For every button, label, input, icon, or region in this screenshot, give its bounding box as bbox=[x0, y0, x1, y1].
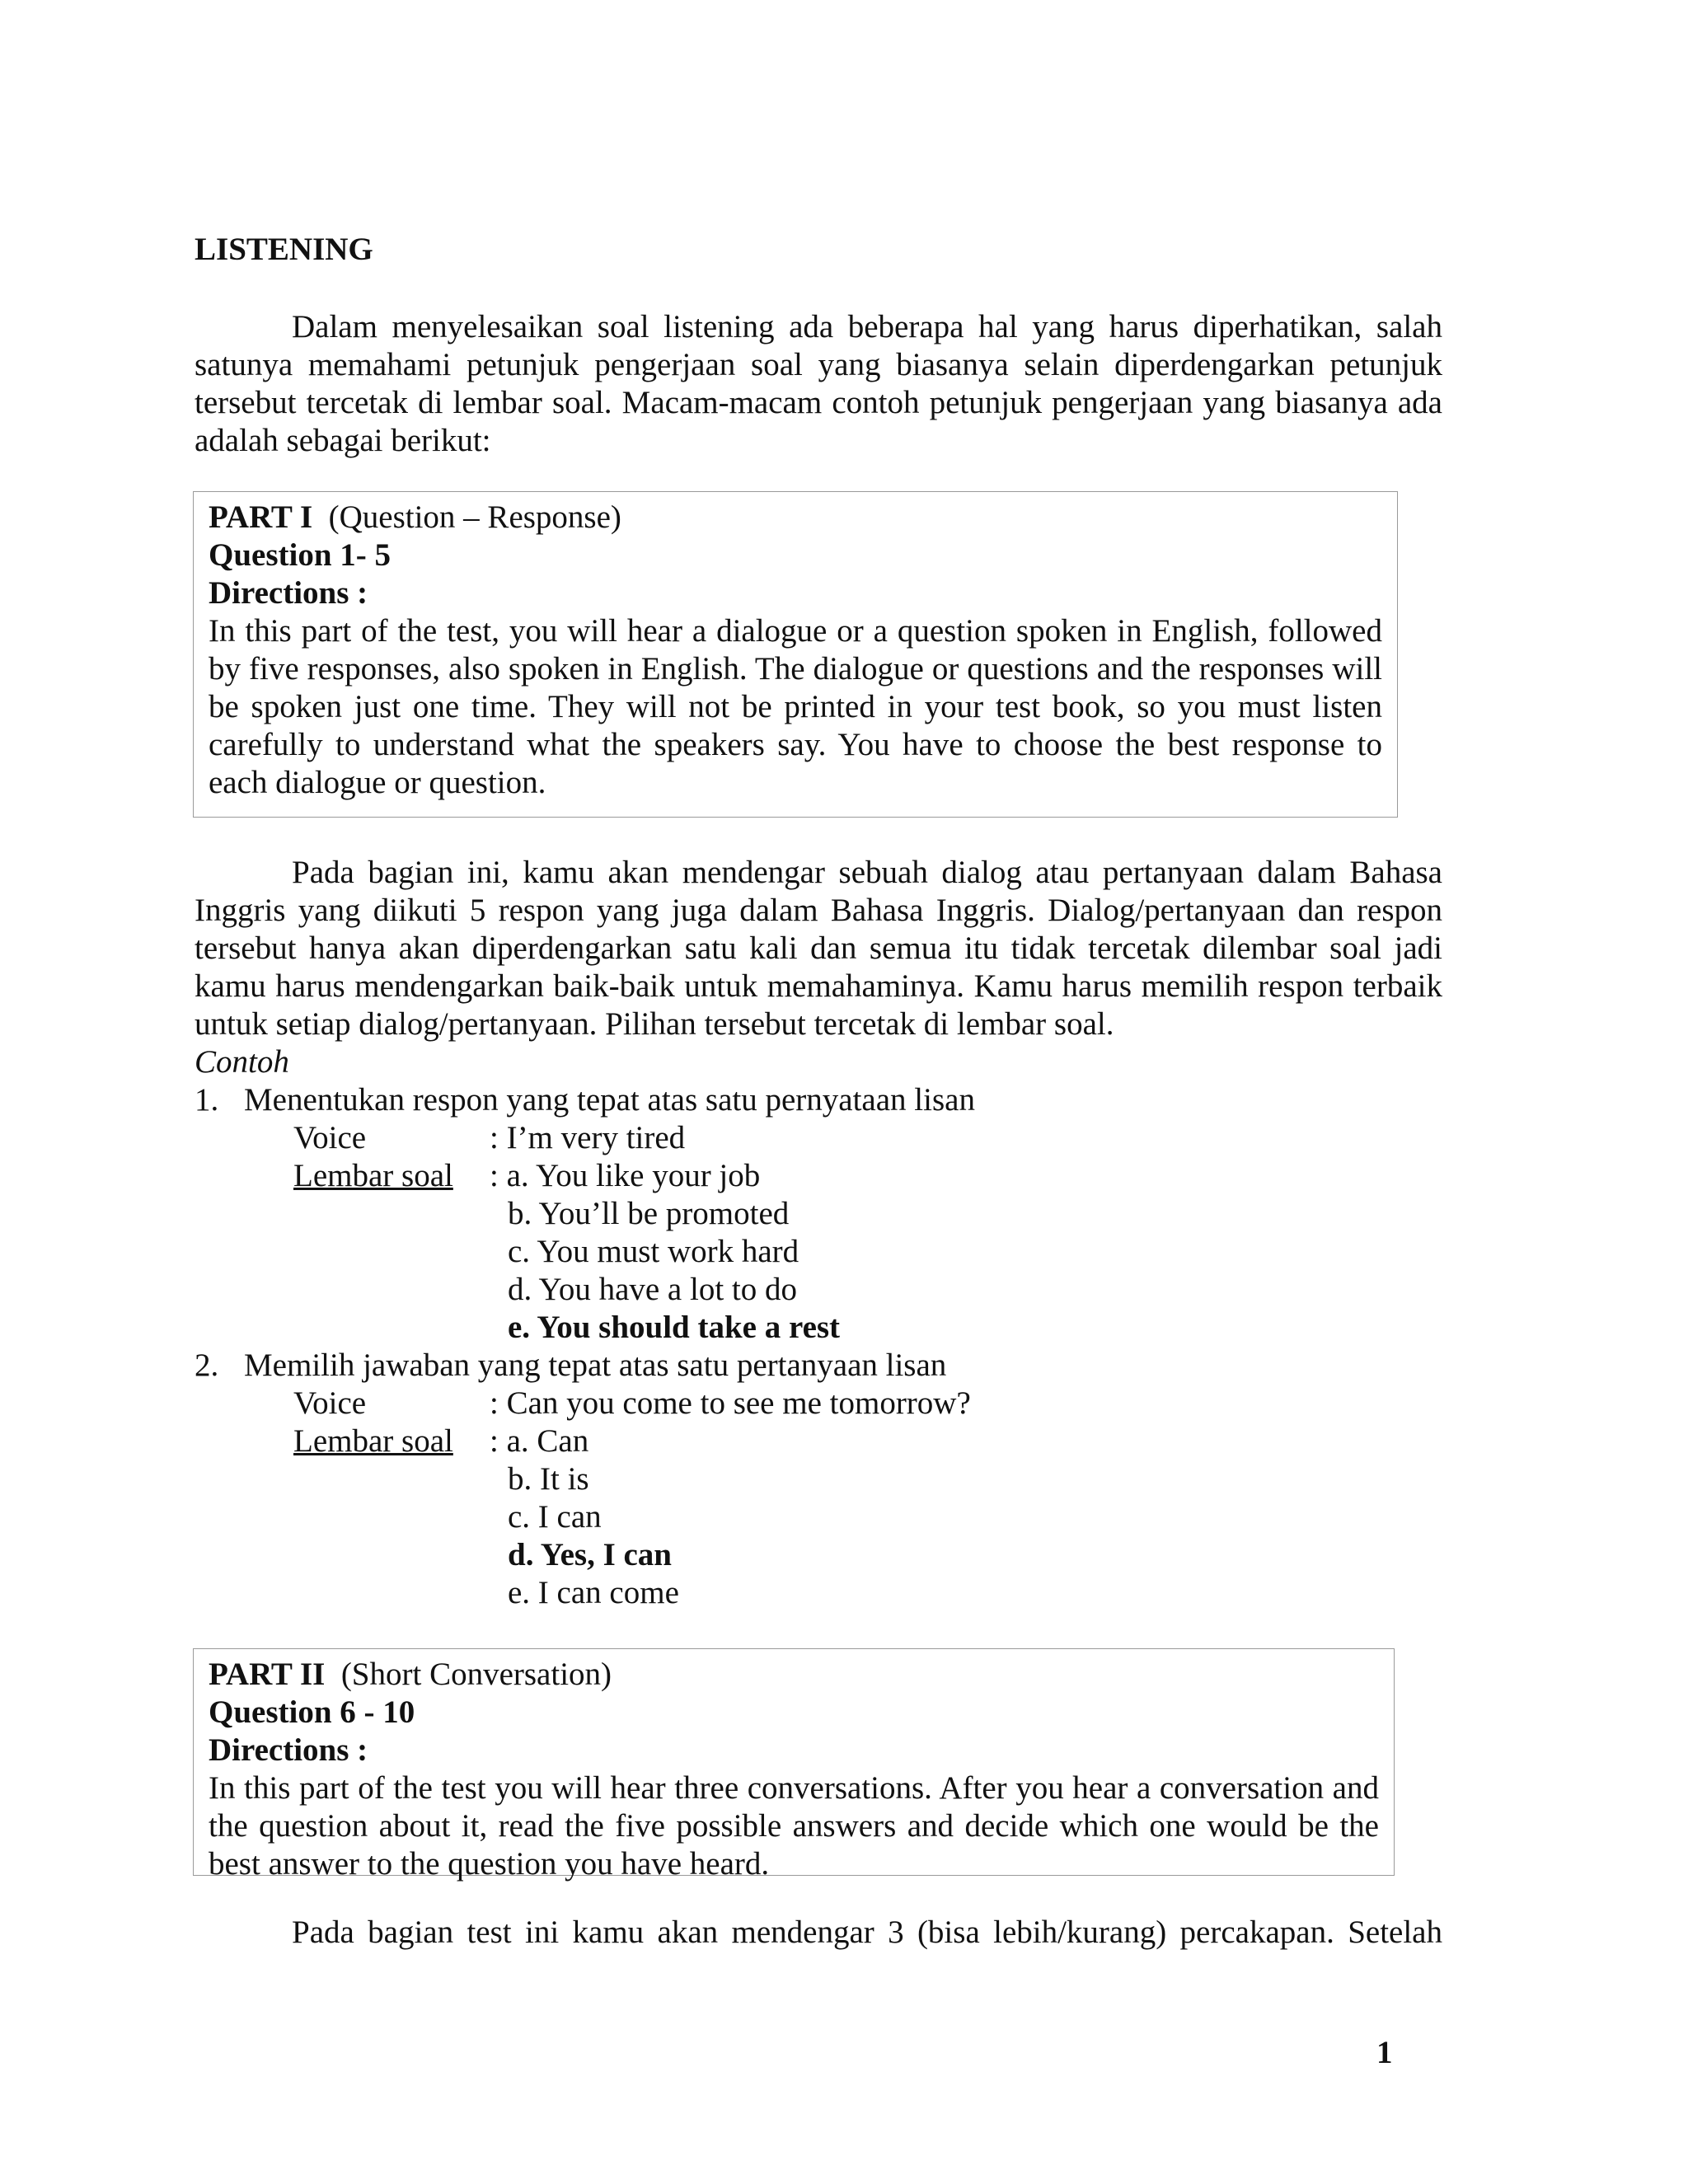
example-1-sheet-label: Lembar soal bbox=[293, 1158, 453, 1193]
part2-directions-box bbox=[193, 1648, 1395, 1882]
example-2-option-c: c. I can bbox=[508, 1499, 602, 1535]
part1-title-line bbox=[209, 499, 1382, 537]
part2-directions-label: Directions : bbox=[209, 1732, 368, 1768]
part1-title: PART I bbox=[209, 499, 313, 535]
example-1-voice-label: Voice bbox=[293, 1120, 367, 1155]
part1-directions-box bbox=[193, 491, 1398, 818]
example-2-voice-label: Voice bbox=[293, 1385, 367, 1421]
example-2-option-d-correct: d. Yes, I can bbox=[508, 1537, 672, 1572]
example-1-option-c: c. You must work hard bbox=[508, 1234, 799, 1269]
example-2-option-a: : a. Can bbox=[490, 1423, 589, 1459]
example-1-option-a: : a. You like your job bbox=[490, 1158, 761, 1193]
intro-paragraph: Dalam menyelesaikan soal listening ada beberapa hal yang harus diperhatikan, salah satunya memahami petunjuk pengerjaan soal yang biasanya selain diperdengarkan petunjuk tersebut tercetak di lembar soal. Macam-macam contoh petunjuk pengerjaan yang biasanya ada adalah sebagai berikut: bbox=[195, 309, 1442, 458]
section-heading: LISTENING bbox=[195, 232, 373, 267]
example-1-option-b: b. You’ll be promoted bbox=[508, 1196, 790, 1231]
part2-title-line bbox=[209, 1656, 1379, 1694]
example-2-option-e: e. I can come bbox=[508, 1575, 679, 1610]
example-1-option-d: d. You have a lot to do bbox=[508, 1272, 797, 1307]
example-2-sheet-label: Lembar soal bbox=[293, 1423, 453, 1459]
part2-explanation: Pada bagian test ini kamu akan mendengar 3 (bisa lebih/kurang) percakapan. Setelah bbox=[292, 1915, 1442, 1950]
part1-directions-text: In this part of the test, you will hear a dialogue or a question spoken in English, followed by five responses, also spoken in English. The dialogue or questions and the responses will be spoken just one time. They will not be printed in your test book, so you must listen carefully to understand what the speakers say. You have to choose the best response to each dialogue or question. bbox=[209, 613, 1382, 800]
part1-directions-label: Directions : bbox=[209, 575, 368, 611]
page-number: 1 bbox=[1376, 2035, 1393, 2070]
example-2-number: 2. bbox=[195, 1347, 219, 1383]
part2-title: PART II bbox=[209, 1657, 326, 1692]
example-1-option-e-correct: e. You should take a rest bbox=[508, 1310, 841, 1345]
part1-explanation: Pada bagian ini, kamu akan mendengar sebuah dialog atau pertanyaan dalam Bahasa Inggris yang diikuti 5 respon yang juga dalam Bahasa Inggris. Dialog/pertanyaan dan respon tersebut hanya akan diperdengarkan satu kali dan semua itu tidak tercetak dilembar soal jadi kamu harus mendengarkan baik-baik untuk memahaminya. Kamu harus memilih respon terbaik untuk setiap dialog/pertanyaan. Pilihan tersebut tercetak di lembar soal. bbox=[195, 855, 1442, 1042]
example-heading: Contoh bbox=[195, 1044, 289, 1080]
part1-question-range: Question 1- 5 bbox=[209, 537, 392, 573]
example-1-voice: : I’m very tired bbox=[490, 1120, 686, 1155]
part2-question-range: Question 6 - 10 bbox=[209, 1694, 415, 1730]
example-1-number: 1. bbox=[195, 1082, 219, 1118]
example-1-text: Menentukan respon yang tepat atas satu pernyataan lisan bbox=[244, 1082, 975, 1118]
part1-subtitle: (Question – Response) bbox=[328, 499, 621, 535]
part2-directions-text: In this part of the test you will hear three conversations. After you hear a conversation and the question about it, read the five possible answers and decide which one would be the best answer to the question you have heard. bbox=[209, 1770, 1379, 1882]
example-2-voice: : Can you come to see me tomorrow? bbox=[490, 1385, 971, 1421]
example-2-option-b: b. It is bbox=[508, 1461, 589, 1497]
example-2-text: Memilih jawaban yang tepat atas satu pertanyaan lisan bbox=[244, 1347, 947, 1383]
part2-subtitle: (Short Conversation) bbox=[340, 1657, 612, 1692]
